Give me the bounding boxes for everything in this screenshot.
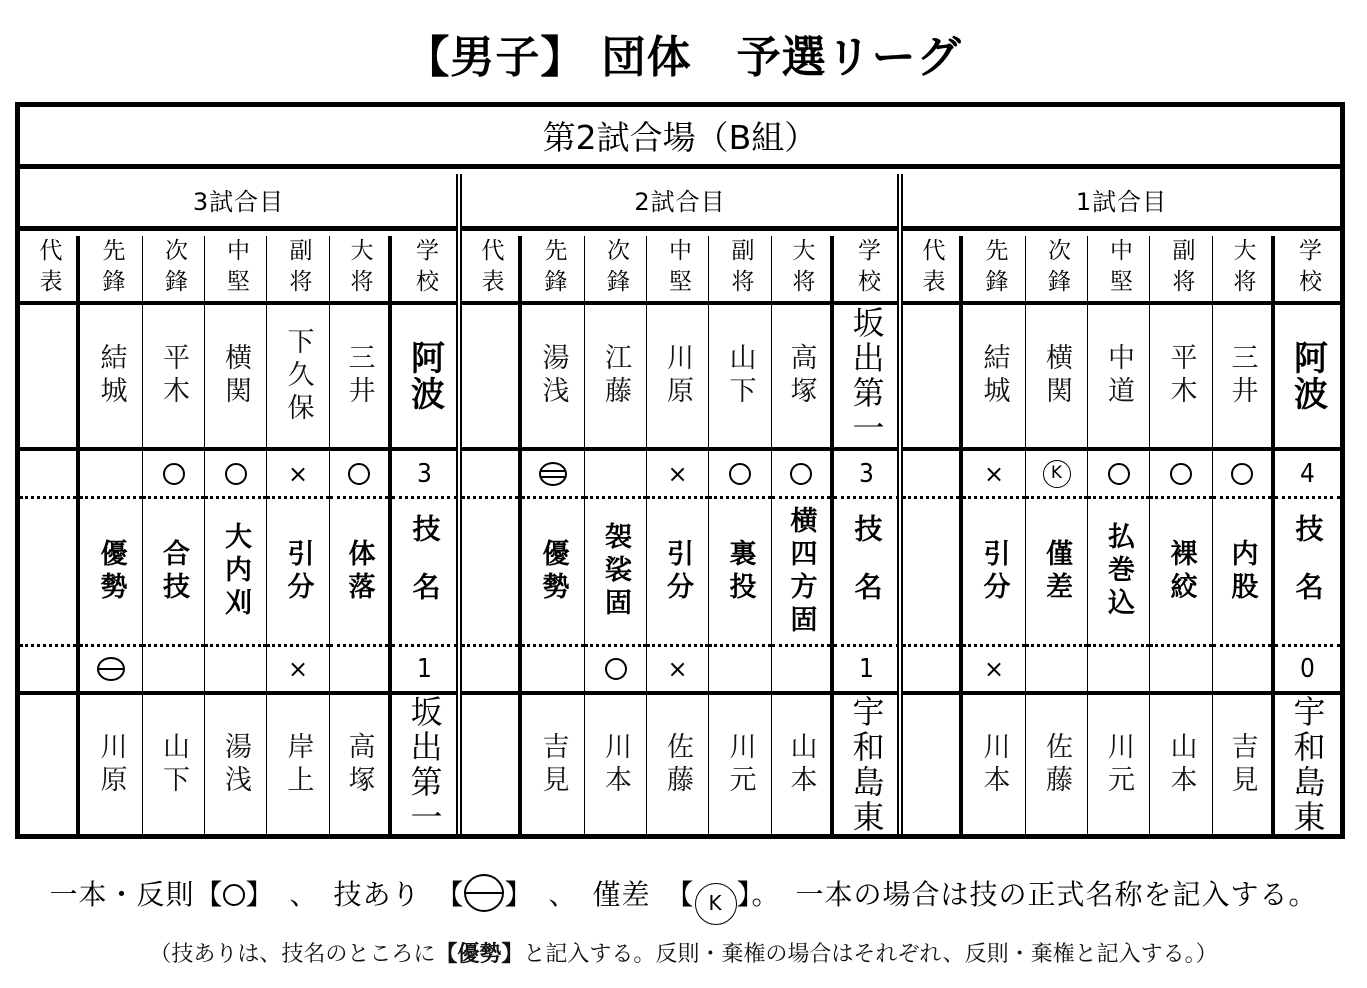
technique-cell xyxy=(143,499,204,647)
position-label: 学校 xyxy=(854,237,880,300)
bottom-player-cell xyxy=(143,695,204,834)
page-title: 【男子】 団体 予選リーグ xyxy=(405,32,962,83)
top-player-cell xyxy=(462,305,518,451)
player-name: 結城 xyxy=(978,343,1010,409)
position-label: 学校 xyxy=(1295,237,1321,300)
bottom-result-cell xyxy=(1026,647,1087,695)
player-name: 山下 xyxy=(724,343,756,409)
footnote: （技ありは、技名のところに【優勢】と記入する。反則・棄権の場合はそれぞれ、反則・棄権と記入する。） xyxy=(149,942,1218,967)
player-name: 中道 xyxy=(1103,343,1134,409)
top-player-cell xyxy=(1088,305,1149,451)
top-score-cell xyxy=(834,451,899,499)
bottom-school-cell xyxy=(834,695,899,834)
position-header xyxy=(267,236,329,305)
position-label: 中堅 xyxy=(1106,237,1132,300)
bottom-result-cell xyxy=(1150,647,1212,695)
player-name: 高塚 xyxy=(785,343,817,409)
technique-cell xyxy=(1026,499,1087,647)
team-score: 4 xyxy=(1300,458,1315,489)
school-name: 阿波 xyxy=(404,340,445,412)
technique-name: 袈裟固 xyxy=(600,522,631,621)
position-label: 先鋒 xyxy=(540,237,567,300)
school-name: 宇和島東 xyxy=(1288,694,1327,835)
kinsa-k-icon: K xyxy=(1043,460,1071,488)
school-name: 阿波 xyxy=(1287,340,1328,412)
column-0 xyxy=(20,236,80,834)
position-label: 次鋒 xyxy=(161,237,187,300)
bottom-player-cell xyxy=(462,695,518,834)
top-result-cell xyxy=(462,451,518,499)
match-header: 1試合目 xyxy=(903,174,1340,231)
player-name: 佐藤 xyxy=(1041,731,1072,798)
position-header xyxy=(963,236,1025,305)
top-player-cell xyxy=(585,305,646,451)
player-name: 下久保 xyxy=(282,326,314,426)
top-player-cell xyxy=(522,305,584,451)
legend: 一本・反則【 】 、 技あり 【 】 、 僅差 【 K 】。 一本の場合は技の正式名称を記入する。 xyxy=(0,870,1367,925)
column-3 xyxy=(205,236,267,834)
position-header xyxy=(392,236,457,305)
loss-x-icon: × xyxy=(287,655,309,683)
technique-name: 大内刈 xyxy=(220,522,251,621)
legend-ippon-label: 一本・反則【 xyxy=(49,878,224,911)
loss-x-icon: × xyxy=(287,459,309,488)
column-1 xyxy=(522,236,585,834)
ippon-circle-icon xyxy=(348,463,370,485)
waza-ari-icon xyxy=(464,874,504,912)
top-result-cell xyxy=(522,451,584,499)
loss-x-icon: × xyxy=(983,655,1005,683)
column-0 xyxy=(903,236,963,834)
position-header xyxy=(772,236,830,305)
position-header xyxy=(20,236,76,305)
technique-cell xyxy=(963,499,1025,647)
technique-name: 引分 xyxy=(282,538,314,605)
column-6 xyxy=(1275,236,1340,834)
player-name: 川原 xyxy=(95,731,127,798)
school-name: 宇和島東 xyxy=(847,694,886,835)
waza-ari-icon xyxy=(97,657,125,681)
kinsa-k-icon: K xyxy=(695,883,737,925)
player-name: 横関 xyxy=(1041,343,1072,409)
player-name: 川原 xyxy=(662,343,693,409)
technique-label-cell xyxy=(392,499,457,647)
position-header xyxy=(903,236,959,305)
column-6 xyxy=(834,236,899,834)
waza-ari-double-icon xyxy=(539,462,567,486)
ippon-circle-icon xyxy=(1231,463,1253,485)
top-result-cell xyxy=(1150,451,1212,499)
player-name: 山本 xyxy=(1165,731,1197,798)
bottom-player-cell xyxy=(80,695,142,834)
ippon-circle-icon xyxy=(223,884,245,906)
position-label: 先鋒 xyxy=(98,237,125,300)
technique-cell xyxy=(903,499,959,647)
ippon-circle-icon xyxy=(790,463,812,485)
technique-cell xyxy=(1150,499,1212,647)
bottom-result-cell xyxy=(1213,647,1271,695)
team-score: 1 xyxy=(417,654,432,684)
position-label: 代表 xyxy=(477,237,504,300)
column-4 xyxy=(709,236,772,834)
ippon-circle-icon xyxy=(605,658,627,680)
top-player-cell xyxy=(647,305,708,451)
bottom-result-cell xyxy=(522,647,584,695)
technique-name: 優勢 xyxy=(95,538,127,605)
team-score: 3 xyxy=(417,458,432,489)
bottom-score-cell xyxy=(834,647,899,695)
player-name: 川元 xyxy=(1103,731,1134,798)
technique-cell xyxy=(772,499,830,647)
top-score-cell xyxy=(1275,451,1340,499)
legend-tail: 一本の場合は技の正式名称を記入する。 xyxy=(766,878,1318,911)
legend-waza-label: 、 技あり 【 xyxy=(260,878,465,911)
top-player-cell xyxy=(143,305,204,451)
technique-cell xyxy=(647,499,708,647)
bottom-player-cell xyxy=(963,695,1025,834)
position-label: 先鋒 xyxy=(981,237,1008,300)
position-label: 代表 xyxy=(918,237,945,300)
position-header xyxy=(647,236,708,305)
top-result-cell xyxy=(772,451,830,499)
player-name: 三井 xyxy=(343,343,375,409)
team-score: 3 xyxy=(859,458,874,489)
technique-cell xyxy=(80,499,142,647)
bottom-player-cell xyxy=(903,695,959,834)
technique-name: 体落 xyxy=(343,538,375,605)
top-player-cell xyxy=(1213,305,1271,451)
top-school-cell xyxy=(392,305,457,451)
top-player-cell xyxy=(772,305,830,451)
bottom-player-cell xyxy=(522,695,584,834)
top-result-cell xyxy=(585,451,646,499)
technique-cell xyxy=(330,499,388,647)
position-header xyxy=(1275,236,1340,305)
bottom-result-cell xyxy=(903,647,959,695)
match-header: 2試合目 xyxy=(462,174,898,231)
loss-x-icon: × xyxy=(983,459,1005,488)
player-name: 川本 xyxy=(600,731,631,798)
technique-label: 技名 xyxy=(850,513,884,630)
bottom-result-cell xyxy=(330,647,388,695)
bottom-school-cell xyxy=(1275,695,1340,834)
venue-title: 第2試合場（B組） xyxy=(20,107,1340,169)
player-name: 湯浅 xyxy=(220,731,251,798)
bottom-player-cell xyxy=(330,695,388,834)
top-player-cell xyxy=(1026,305,1087,451)
ippon-circle-icon xyxy=(1108,463,1130,485)
legend-kinsa-label: 、 僅差 【 xyxy=(519,878,695,911)
bottom-player-cell xyxy=(709,695,771,834)
top-player-cell xyxy=(205,305,266,451)
ippon-circle-icon xyxy=(163,463,185,485)
column-3 xyxy=(647,236,709,834)
player-name: 平木 xyxy=(1165,343,1197,409)
loss-x-icon: × xyxy=(667,459,688,488)
bottom-score-cell xyxy=(392,647,457,695)
top-result-cell xyxy=(330,451,388,499)
player-name: 川元 xyxy=(724,731,756,798)
top-player-cell xyxy=(20,305,76,451)
position-label: 副将 xyxy=(285,237,312,300)
column-2 xyxy=(1026,236,1088,834)
position-label: 大将 xyxy=(346,237,373,300)
column-1 xyxy=(80,236,143,834)
top-score-cell xyxy=(392,451,457,499)
player-name: 佐藤 xyxy=(662,731,693,798)
top-player-cell xyxy=(709,305,771,451)
team-score: 0 xyxy=(1300,654,1315,684)
position-label: 中堅 xyxy=(665,237,691,300)
technique-label: 技名 xyxy=(1291,513,1325,630)
technique-name: 合技 xyxy=(158,538,189,605)
ippon-circle-icon xyxy=(225,463,247,485)
player-name: 吉見 xyxy=(537,731,569,798)
position-label: 次鋒 xyxy=(1044,237,1070,300)
position-header xyxy=(1026,236,1087,305)
top-player-cell xyxy=(963,305,1025,451)
technique-name: 払巻込 xyxy=(1103,522,1134,621)
bottom-result-cell xyxy=(772,647,830,695)
bottom-player-cell xyxy=(585,695,646,834)
column-1 xyxy=(963,236,1026,834)
position-label: 副将 xyxy=(727,237,754,300)
technique-cell xyxy=(1213,499,1271,647)
technique-label: 技名 xyxy=(408,513,442,630)
match-3 xyxy=(20,174,457,834)
position-header xyxy=(709,236,771,305)
top-school-cell xyxy=(1275,305,1340,451)
technique-name: 横四方固 xyxy=(785,505,817,638)
technique-cell xyxy=(462,499,518,647)
top-result-cell xyxy=(143,451,204,499)
position-header xyxy=(522,236,584,305)
position-label: 代表 xyxy=(35,237,62,300)
footnote-emphasis: 【優勢】 xyxy=(435,942,524,967)
player-name: 結城 xyxy=(95,343,127,409)
top-result-cell xyxy=(1026,451,1087,499)
position-label: 大将 xyxy=(1229,237,1256,300)
top-result-cell xyxy=(903,451,959,499)
top-result-cell xyxy=(1213,451,1271,499)
column-2 xyxy=(585,236,647,834)
bottom-score-cell xyxy=(1275,647,1340,695)
bottom-result-cell xyxy=(205,647,266,695)
bottom-result-cell xyxy=(462,647,518,695)
player-name: 江藤 xyxy=(600,343,631,409)
top-player-cell xyxy=(330,305,388,451)
column-5 xyxy=(1213,236,1275,834)
bottom-player-cell xyxy=(1088,695,1149,834)
loss-x-icon: × xyxy=(667,655,688,683)
bottom-result-cell xyxy=(80,647,142,695)
technique-name: 裸絞 xyxy=(1165,538,1197,605)
technique-label-cell xyxy=(834,499,899,647)
position-header xyxy=(834,236,899,305)
position-header xyxy=(330,236,388,305)
bottom-result-cell xyxy=(20,647,76,695)
technique-name: 引分 xyxy=(662,538,693,605)
top-result-cell xyxy=(20,451,76,499)
technique-cell xyxy=(1088,499,1149,647)
position-header xyxy=(80,236,142,305)
match-1 xyxy=(903,174,1340,834)
bottom-player-cell xyxy=(1150,695,1212,834)
column-5 xyxy=(772,236,834,834)
score-sheet xyxy=(15,102,1345,839)
top-result-cell xyxy=(709,451,771,499)
technique-name: 裏投 xyxy=(724,538,756,605)
match-header: 3試合目 xyxy=(20,174,457,231)
bottom-player-cell xyxy=(647,695,708,834)
technique-cell xyxy=(205,499,266,647)
player-name: 岸上 xyxy=(282,731,314,798)
top-player-cell xyxy=(80,305,142,451)
position-label: 副将 xyxy=(1168,237,1195,300)
technique-cell xyxy=(20,499,76,647)
column-4 xyxy=(267,236,330,834)
technique-name: 優勢 xyxy=(537,538,569,605)
player-name: 高塚 xyxy=(343,731,375,798)
top-player-cell xyxy=(267,305,329,451)
bottom-school-cell xyxy=(392,695,457,834)
column-0 xyxy=(462,236,522,834)
position-header xyxy=(143,236,204,305)
top-player-cell xyxy=(903,305,959,451)
position-label: 次鋒 xyxy=(603,237,629,300)
top-result-cell xyxy=(80,451,142,499)
bottom-player-cell xyxy=(205,695,266,834)
column-5 xyxy=(330,236,392,834)
player-name: 山本 xyxy=(785,731,817,798)
technique-cell xyxy=(267,499,329,647)
position-header xyxy=(1213,236,1271,305)
player-name: 吉見 xyxy=(1226,731,1258,798)
technique-name: 内股 xyxy=(1226,538,1258,605)
position-label: 中堅 xyxy=(223,237,249,300)
top-result-cell xyxy=(267,451,329,499)
technique-cell xyxy=(522,499,584,647)
bottom-result-cell xyxy=(267,647,329,695)
bottom-result-cell xyxy=(647,647,708,695)
position-header xyxy=(1088,236,1149,305)
player-name: 湯浅 xyxy=(537,343,569,409)
top-result-cell xyxy=(205,451,266,499)
top-result-cell xyxy=(963,451,1025,499)
player-name: 平木 xyxy=(158,343,189,409)
position-header xyxy=(462,236,518,305)
technique-label-cell xyxy=(1275,499,1340,647)
column-4 xyxy=(1150,236,1213,834)
technique-name: 僅差 xyxy=(1041,538,1072,605)
column-3 xyxy=(1088,236,1150,834)
top-result-cell xyxy=(1088,451,1149,499)
player-name: 山下 xyxy=(158,731,189,798)
position-header xyxy=(585,236,646,305)
bottom-result-cell xyxy=(963,647,1025,695)
bottom-player-cell xyxy=(772,695,830,834)
column-2 xyxy=(143,236,205,834)
top-school-cell xyxy=(834,305,899,451)
position-label: 学校 xyxy=(412,237,438,300)
ippon-circle-icon xyxy=(729,463,751,485)
match-2 xyxy=(462,174,898,834)
top-result-cell xyxy=(647,451,708,499)
bottom-result-cell xyxy=(585,647,646,695)
bottom-result-cell xyxy=(1088,647,1149,695)
bottom-result-cell xyxy=(143,647,204,695)
technique-name: 引分 xyxy=(978,538,1010,605)
technique-cell xyxy=(585,499,646,647)
bottom-result-cell xyxy=(709,647,771,695)
top-player-cell xyxy=(1150,305,1212,451)
column-6 xyxy=(392,236,457,834)
bottom-player-cell xyxy=(1026,695,1087,834)
ippon-circle-icon xyxy=(1170,463,1192,485)
position-header xyxy=(1150,236,1212,305)
player-name: 横関 xyxy=(220,343,251,409)
position-label: 大将 xyxy=(788,237,815,300)
technique-cell xyxy=(709,499,771,647)
bottom-player-cell xyxy=(20,695,76,834)
school-name: 坂出第一 xyxy=(847,306,886,446)
position-header xyxy=(205,236,266,305)
player-name: 三井 xyxy=(1226,343,1258,409)
player-name: 川本 xyxy=(978,731,1010,798)
bottom-player-cell xyxy=(1213,695,1271,834)
bottom-player-cell xyxy=(267,695,329,834)
team-score: 1 xyxy=(859,654,874,684)
school-name: 坂出第一 xyxy=(405,694,444,835)
